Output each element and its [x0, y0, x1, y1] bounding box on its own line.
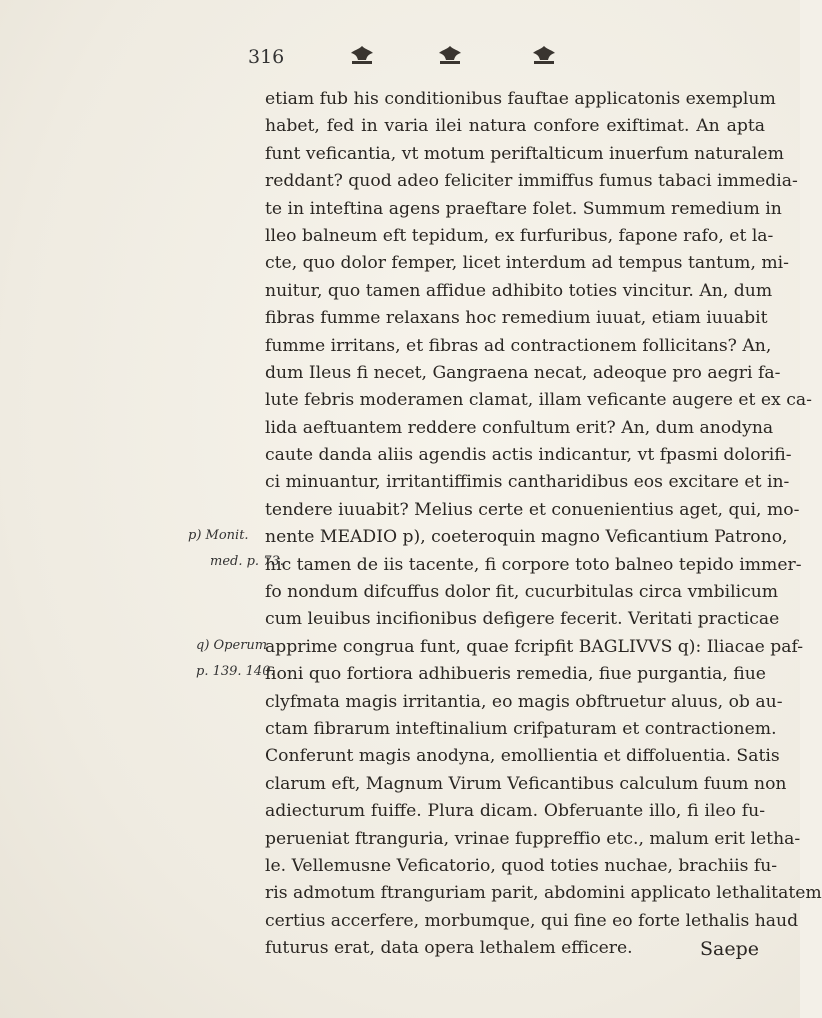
fleuron-icon	[436, 44, 464, 66]
text-line: ris admotum ftranguriam parit, abdomini applicato lethalitatem	[265, 883, 822, 904]
text-line: lute febris moderamen clamat, illam veficante augere et ex ca-	[265, 390, 812, 411]
text-line: hic tamen de iis tacente, fi corpore toto balneo tepido immer-	[265, 554, 802, 575]
text-line: cum leuibus incifionibus defigere fecerit. Veritati practicae	[265, 609, 780, 630]
text-line: fo nondum difcuffus dolor fit, cucurbitulas circa vmbilicum	[265, 582, 779, 603]
text-line: reddant? quod adeo feliciter immiffus fumus tabaci immedia-	[265, 171, 798, 192]
text-line: futurus erat, data opera lethalem efficere.	[265, 938, 633, 959]
text-line: te in inteftina agens praeftare folet. Summum remedium in	[265, 198, 782, 219]
text-line: caute danda aliis agendis actis indicantur, vt fpasmi dolorifi-	[265, 445, 792, 466]
text-line: habet, fed in varia ilei natura confore exiftimat. An apta	[265, 116, 765, 137]
catchword: Saepe	[700, 938, 759, 960]
fleuron-icon	[348, 44, 376, 66]
text-line: etiam fub his conditionibus fauftae applicatonis exemplum	[265, 89, 776, 109]
text-line: certius accerfere, morbumque, qui fine eo forte lethalis haud	[265, 910, 799, 931]
text-line: apprime congrua funt, quae fcripfit BAGLIVVS q): Iliacae paf-	[265, 636, 804, 657]
page-header	[248, 40, 628, 70]
fleuron-icon	[530, 44, 558, 66]
text-line: fumme irritans, et fibras ad contractionem follicitans? An,	[265, 335, 772, 356]
text-line: nuitur, quo tamen affidue adhibito toties vincitur. An, dum	[265, 280, 773, 301]
footnote-marker-q-cont: p. 139. 140.	[196, 664, 275, 679]
footnote-marker-p: p) Monit.	[188, 528, 249, 543]
text-line: nente MEADIO p), coeteroquin magno Veficantium Patrono,	[265, 527, 788, 548]
text-line: perueniat ftranguria, vrinae fuppreffio etc., malum erit letha-	[265, 828, 801, 849]
text-line: le. Vellemusne Veficatorio, quod toties nuchae, brachiis fu-	[265, 855, 778, 876]
text-line: ctam fibrarum inteftinalium crifpaturam et contractionem.	[265, 718, 777, 739]
text-line: fibras fumme relaxans hoc remedium iuuat, etiam iuuabit	[265, 308, 768, 329]
text-line: funt veficantia, vt motum periftalticum inuerfum naturalem	[265, 143, 784, 164]
text-line: clarum eft, Magnum Virum Veficantibus calculum fuum non	[265, 773, 787, 794]
text-line: dum Ileus fi necet, Gangraena necat, adeoque pro aegri fa-	[265, 362, 781, 383]
text-line: tendere iuuabit? Melius certe et conuenientius aget, qui, mo-	[265, 499, 800, 520]
main-text-block	[265, 86, 822, 963]
text-line: cte, quo dolor femper, licet interdum ad tempus tantum, mi-	[265, 253, 789, 274]
text-line: Conferunt magis anodyna, emollientia et diffoluentia. Satis	[265, 746, 780, 767]
text-line: fioni quo fortiora adhibueris remedia, fiue purgantia, fiue	[265, 664, 766, 685]
footnote-marker-p-cont: med. p. 73.	[210, 554, 284, 569]
text-line: ci minuantur, irritantiffimis cantharidibus eos excitare et in-	[265, 472, 790, 493]
page-number: 316	[248, 46, 285, 68]
text-line: adiecturum fuiffe. Plura dicam. Obferuante illo, fi ileo fu-	[265, 801, 765, 822]
text-line: lleo balneum eft tepidum, ex furfuribus, fapone rafo, et la-	[265, 225, 774, 246]
footnote-marker-q: q) Operum	[196, 638, 268, 653]
text-line: clyfmata magis irritantia, eo magis obftruetur aluus, ob au-	[265, 691, 783, 712]
text-line: lida aeftuantem reddere confultum erit? An, dum anodyna	[265, 417, 774, 438]
